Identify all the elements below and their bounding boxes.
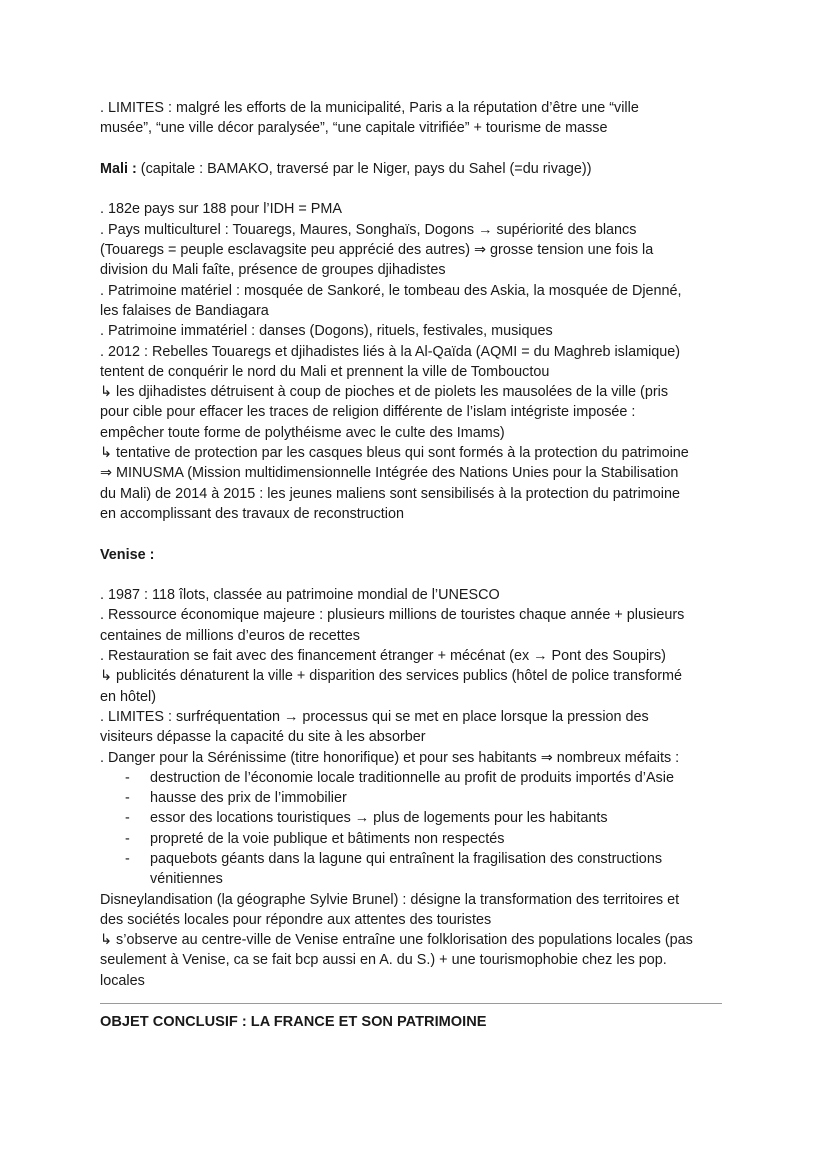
venise-line: . Danger pour la Sérénissime (titre honorifique) et pour ses habitants ⇒ nombreux méfaits : [100,749,680,766]
bullet-dash: - [125,810,130,827]
mali-line: . 182e pays sur 188 pour l’IDH = PMA [100,201,342,218]
document-page [100,98,740,1032]
list-item [100,829,740,849]
venise-bullet-list [100,768,740,890]
paris-limites-line-1: . LIMITES : malgré les efforts de la municipalité, Paris a la réputation d’être une “ville [100,100,639,116]
mali-line: . Pays multiculturel : Touaregs, Maures, Songhaïs, Dogons → supériorité des blancs [100,221,637,238]
venise-line: . Restauration se fait avec des financement étranger + mécénat (ex → Pont des Soupirs) [100,648,666,665]
bullet-text-continuation: vénitiennes [150,871,223,888]
mali-line: . 2012 : Rebelles Touaregs et djihadistes liés à la Al-Qaïda (AQMI = du Maghreb islamique) [100,343,681,360]
paris-limites-line-2: musée”, “une ville décor paralysée”, “une capitale vitrifiée” + tourisme de masse [100,120,608,137]
spacer [100,179,740,199]
mali-line: empêcher toute forme de polythéisme avec le culte des Imams) [100,424,505,441]
mali-line: en accomplissant des travaux de reconstruction [100,505,404,522]
venise-line: . Ressource économique majeure : plusieurs millions de touristes chaque année + plusieurs [100,607,685,624]
mali-heading-rest: (capitale : BAMAKO, traversé par le Niger, pays du Sahel (=du rivage)) [136,160,592,177]
mali-line: tentent de conquérir le nord du Mali et prennent la ville de Tombouctou [100,363,550,380]
list-item [100,788,740,808]
venise-line: visiteurs dépasse la capacité du site à les absorber [100,729,426,746]
bullet-text: essor des locations touristiques → plus de logements pour les habitants [150,810,608,827]
venise-section [100,585,740,991]
venise-line: en hôtel) [100,688,157,705]
bullet-dash: - [125,790,130,807]
venise-line: . LIMITES : surfréquentation → processus qui se met en place lorsque la pression des [100,708,649,725]
mali-section [100,199,740,524]
bullet-dash: - [125,769,130,786]
bullet-text: paquebots géants dans la lagune qui entraînent la fragilisation des constructions [150,850,663,867]
horizontal-divider [100,1003,722,1004]
bullet-dash: - [125,830,130,847]
mali-line: ⇒ MINUSMA (Mission multidimensionnelle Intégrée des Nations Unies pour la Stabilisation [100,465,679,482]
mali-line: division du Mali faîte, présence de groupes djihadistes [100,262,446,279]
venise-line: ↳ publicités dénaturent la ville + disparition des services publics (hôtel de police transformé [100,668,682,685]
conclusion-title: OBJET CONCLUSIF : LA FRANCE ET SON PATRIMOINE [100,1014,487,1031]
list-item [100,808,740,828]
bullet-dash: - [125,850,130,867]
mali-line: ↳ tentative de protection par les casques bleus qui sont formés à la protection du patrimoine [100,445,689,462]
spacer [100,139,740,159]
venise-line: locales [100,972,145,989]
venise-heading: Venise : [100,546,155,563]
bullet-text: hausse des prix de l’immobilier [150,790,347,807]
mali-line: les falaises de Bandiagara [100,302,269,319]
venise-line: Disneylandisation (la géographe Sylvie Brunel) : désigne la transformation des territoires et [100,891,680,908]
mali-heading [100,159,740,179]
list-item [100,768,740,788]
venise-line: centaines de millions d’euros de recettes [100,627,360,644]
spacer [100,565,740,585]
mali-heading-bold: Mali : [100,160,137,177]
bullet-text: propreté de la voie publique et bâtiments non respectés [150,830,505,847]
list-item [100,849,740,890]
mali-line: (Touaregs = peuple esclavagsite peu apprécié des autres) ⇒ grosse tension une fois la [100,242,654,259]
mali-line: . Patrimoine matériel : mosquée de Sankoré, le tombeau des Askia, la mosquée de Djenné, [100,282,682,299]
bullet-text: destruction de l’économie locale traditionnelle au profit de produits importés d’Asie [150,769,674,786]
venise-line: des sociétés locales pour répondre aux attentes des touristes [100,911,492,928]
mali-line: du Mali) de 2014 à 2015 : les jeunes maliens sont sensibilisés à la protection du patrimoine [100,485,680,502]
mali-line: ↳ les djihadistes détruisent à coup de pioches et de piolets les mausolées de la ville (pris [100,384,669,401]
venise-line: ↳ s’observe au centre-ville de Venise entraîne une folklorisation des populations locales (pas [100,932,693,949]
mali-line: . Patrimoine immatériel : danses (Dogons), rituels, festivales, musiques [100,323,553,340]
venise-line: . 1987 : 118 îlots, classée au patrimoine mondial de l’UNESCO [100,587,500,604]
venise-line: seulement à Venise, ca se fait bcp aussi en A. du S.) + une tourismophobie chez les pop. [100,952,667,969]
mali-line: pour cible pour effacer les traces de religion différente de l’islam intégriste imposée : [100,404,636,421]
spacer [100,524,740,544]
